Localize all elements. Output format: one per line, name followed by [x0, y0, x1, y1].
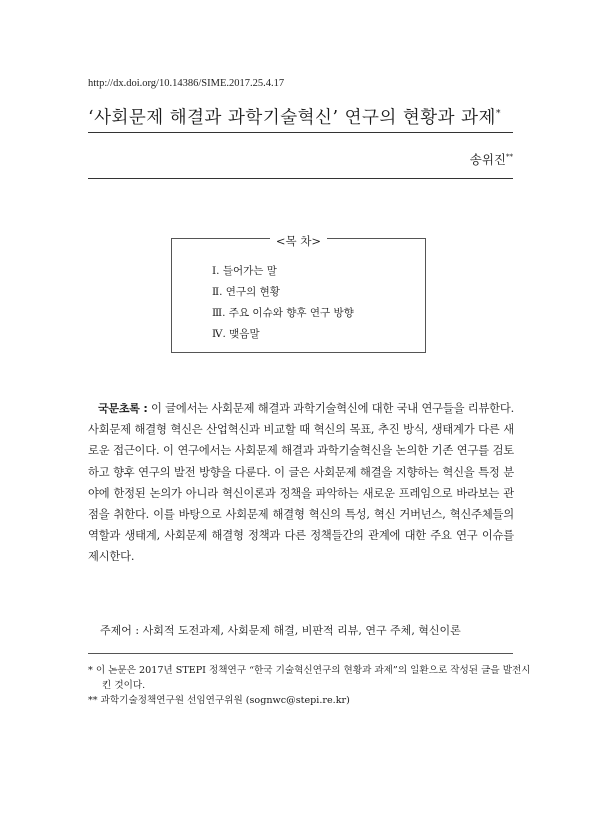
abstract: [88, 398, 514, 568]
abstract-label: 국문초록 :: [98, 402, 148, 415]
author-footnote-mark: **: [506, 152, 513, 161]
toc-list: [212, 263, 354, 347]
toc-item: Ⅳ. 맺음말: [212, 328, 260, 340]
keywords: 주제어 : 사회적 도전과제, 사회문제 해결, 비판적 리뷰, 연구 주체, 혁신이론: [100, 624, 461, 637]
paper-title: [88, 104, 528, 129]
footnote-author: ** 과학기술정책연구원 선임연구위원 (sognwc@stepi.re.kr): [88, 695, 350, 706]
toc-item: Ⅲ. 주요 이슈와 향후 연구 방향: [212, 307, 354, 319]
toc-item: Ⅱ. 연구의 현황: [212, 286, 280, 298]
title-footnote-mark: *: [495, 109, 501, 120]
author-name: [420, 150, 513, 168]
author-text: 송위진: [469, 152, 506, 167]
title-rule-bottom: [88, 178, 513, 179]
toc-item: Ⅰ. 들어가는 말: [212, 265, 277, 277]
toc-heading: <목 차>: [270, 234, 327, 248]
table-of-contents: [171, 234, 426, 353]
doi-link[interactable]: http://dx.doi.org/10.14386/SIME.2017.25.4.17: [88, 78, 285, 89]
footnote-rule: [88, 653, 513, 654]
title-text: ‘사회문제 해결과 과학기술혁신’ 연구의 현황과 과제: [88, 108, 496, 128]
abstract-text: 이 글에서는 사회문제 해결과 과학기술혁신에 대한 국내 연구들을 리뷰한다. 사회문제 해결형 혁신은 산업혁신과 비교할 때 혁신의 목표, 추진 방식, 생태계가 다른 새로운 접근이다. 이 연구에서는 사회문제 해결과 과학기술혁신을 논의한 기존 연구를 검토하고 향후 연구의 발전 방향을 다룬다. 이 글은 사회문제 해결을 지향하는 혁신을 특정 분야에 한정된 논의가 아니라 혁신이론과 정책을 파악하는 새로운 프레임으로 바라보는 관점을 취한다. 이를 바탕으로 사회문제 해결형 혁신의 특성, 혁신 거버넌스, 혁신주체들의 역할과 생태계, 사회문제 해결형 정책과 다른 정책들간의 관계에 대한 주요 연구 이슈를 제시한다.: [88, 402, 514, 564]
title-rule-top: [88, 132, 513, 133]
footnote-funding: * 이 논문은 2017년 STEPI 정책연구 “한국 기술혁신연구의 현황과 과제”의 일환으로 작성된 글을 발전시킨 것이다.: [88, 665, 531, 691]
